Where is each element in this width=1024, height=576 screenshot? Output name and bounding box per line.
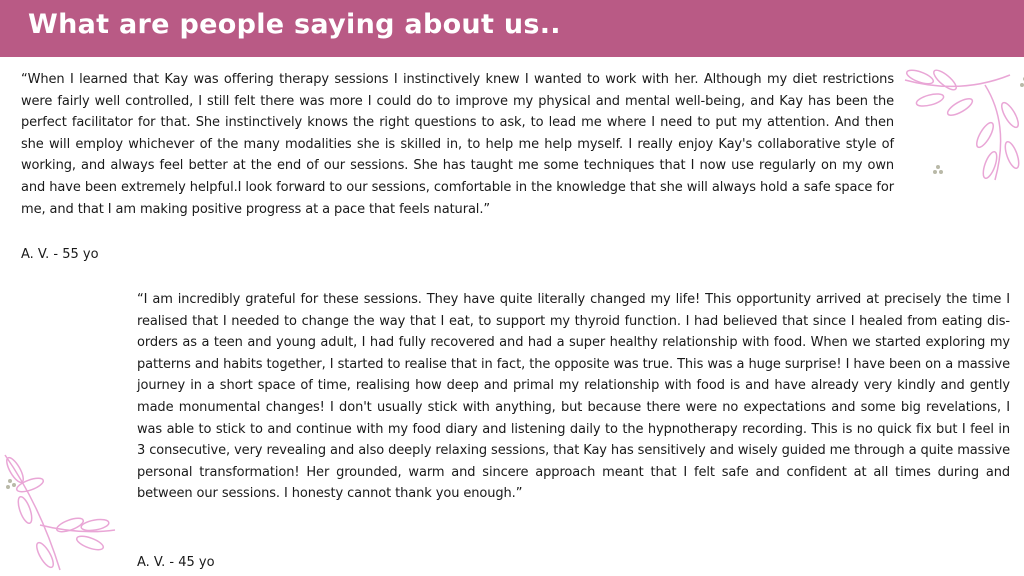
testimonial-author-1: A. V. - 55 yo xyxy=(21,247,99,262)
leaf-branch-icon xyxy=(900,65,1024,185)
leaf-branch-icon xyxy=(0,445,125,576)
testimonial-author-2: A. V. - 45 yo xyxy=(137,555,215,570)
testimonial-quote-1: “When I learned that Kay was offering therapy sessions I instinctively knew I wanted to work with her. Although my diet restrictions were fairly well controlled, I still felt there was more I could do to improve my physical and mental well-being, and Kay has been the perfect facilitator for that. She instinctively knows the right questions to ask, to lead me where I need to put my attention. And then she will employ whichever of the many modalities she is skilled in, to help me help myself. I really enjoy Kay's collaborative style of working, and always feel better at the end of our sessions. She has taught me some techniques that I now use regularly on my own and have been extremely helpful.I look forward to our sessions, comfortable in the knowledge that she will always hold a safe space for me, and that I am making positive progress at a pace that feels natural.” xyxy=(21,72,894,217)
header-bar xyxy=(0,0,1024,57)
page-title: What are people saying about us.. xyxy=(28,9,561,40)
testimonial-quote-2: “I am incredibly grateful for these sessions. They have quite literally changed my life! This opportunity arrived at precisely the time I realised that I needed to change the way that I eat, to support my thyroid function. I had believed that since I healed from eating dis-orders as a teen and young adult, I had fully recovered and had a super healthy relationship with food. When we started exploring my patterns and habits together, I started to realise that in fact, the opposite was true. This was a huge surprise! I have been on a massive journey in a short space of time, realising how deep and primal my relationship with food is and have already very kindly and gently made monumental changes! I don't usually stick with anything, but because there were no expectations and some big revelations, I was able to stick to and continue with my food diary and listening daily to the hypnotherapy recording. This is no quick fix but I feel in 3 consecutive, very revealing and also deeply relaxing sessions, that Kay has sensitively and wisely guided me through a quite massive personal transformation! Her grounded, warm and sincere approach meant that I felt safe and confident at all times during and between our sessions. I honesty cannot thank you enough.” xyxy=(137,292,1010,502)
